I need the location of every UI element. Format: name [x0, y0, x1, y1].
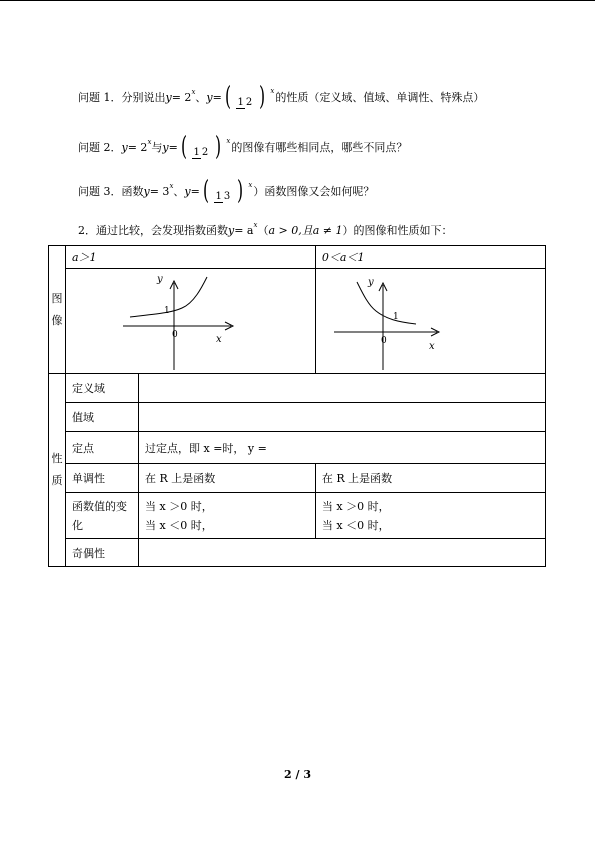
q3-eq2: = [190, 184, 200, 198]
curve-decreasing [357, 282, 416, 324]
q1-suffix: 的性质（定义域、值域、单调性、特殊点） [275, 91, 485, 104]
q3-prefix: 问题 3．函数 [78, 185, 144, 198]
q1-var2: y [206, 90, 213, 104]
q1-eq: = 2 [171, 90, 192, 104]
row-fixed-point-value: 过定点，即 x =时， y = [139, 432, 546, 464]
question-1 [78, 84, 484, 110]
y-label: y [367, 277, 374, 288]
question-2 [78, 134, 407, 160]
row-monotonic-right: 在 R 上是函数 [315, 464, 545, 493]
x-label: x [216, 334, 222, 345]
y-label: y [157, 274, 163, 285]
q3-var2: y [184, 184, 191, 198]
graph-cell-increasing [66, 269, 316, 374]
q4-exp: x [253, 221, 258, 229]
header-a-lt-1: 0＜a＜1 [315, 246, 545, 269]
row-change-label: 函数值的变 化 [66, 493, 139, 539]
zero-label: 0 [380, 336, 387, 346]
q3-suffix: ）函数图像又会如何呢？ [253, 185, 375, 198]
page-number: 2 / 3 [284, 768, 311, 781]
image-label: 图 像 [49, 246, 66, 374]
q4-suffix: ）的图像和性质如下： [342, 224, 453, 237]
graph-increasing [66, 269, 311, 370]
q1-fraction: ( 1 2 ) x [224, 82, 275, 112]
header-a-gt-1: a＞1 [66, 246, 316, 269]
q2-mid: 与 [151, 141, 163, 154]
q3-sep: 、 [173, 185, 185, 198]
zero-label: 0 [172, 330, 178, 340]
row-domain-label: 定义域 [66, 374, 139, 403]
graph-cell-decreasing [315, 269, 545, 374]
one-label: 1 [392, 312, 399, 322]
q2-suffix: 的图像有哪些相同点，哪些不同点？ [231, 141, 408, 154]
q3-eq: = 3 [149, 184, 170, 198]
q4-var: y [228, 223, 235, 237]
row-range-value [139, 403, 546, 432]
statement-2 [78, 222, 452, 238]
q3-fraction: ( 1 3 ) x [202, 176, 253, 206]
one-label: 1 [164, 306, 170, 316]
q2-var: y [121, 140, 128, 154]
q3-var: y [143, 184, 150, 198]
q3-exp: x [169, 182, 174, 190]
q4-eq: = a [234, 223, 254, 237]
q2-fraction: ( 1 2 ) x [180, 132, 231, 162]
q2-prefix: 问题 2． [78, 141, 122, 154]
q1-exp: x [191, 88, 196, 96]
q1-var: y [165, 90, 172, 104]
q1-sep: 、 [195, 91, 207, 104]
row-change-right: 当 x ＞0 时， 当 x ＜0 时， [315, 493, 545, 539]
q1-prefix: 问题 1．分别说出 [78, 91, 166, 104]
header-rule [0, 0, 595, 1]
row-change-left: 当 x ＞0 时， 当 x ＜0 时， [139, 493, 316, 539]
row-fixed-point-label: 定点 [66, 432, 139, 464]
row-monotonic-left: 在 R 上是函数 [139, 464, 316, 493]
row-parity-value [139, 539, 546, 567]
properties-label: 性 质 [49, 374, 66, 567]
row-domain-value [139, 374, 546, 403]
q4-cond-open: （ [257, 224, 269, 237]
row-monotonic-label: 单调性 [66, 464, 139, 493]
x-label: x [428, 341, 435, 352]
q4-condition: a > 0,且a ≠ 1 [268, 224, 343, 237]
q2-eq2: = [168, 140, 178, 154]
question-3 [78, 178, 374, 204]
q1-eq2: = [212, 90, 222, 104]
row-parity-label: 奇偶性 [66, 539, 139, 567]
q4-prefix: 2．通过比较，会发现指数函数 [78, 224, 228, 237]
properties-table [48, 245, 546, 567]
row-range-label: 值域 [66, 403, 139, 432]
q2-exp: x [147, 138, 152, 146]
q2-var2: y [162, 140, 169, 154]
graph-decreasing [316, 269, 540, 370]
q2-eq: = 2 [127, 140, 148, 154]
